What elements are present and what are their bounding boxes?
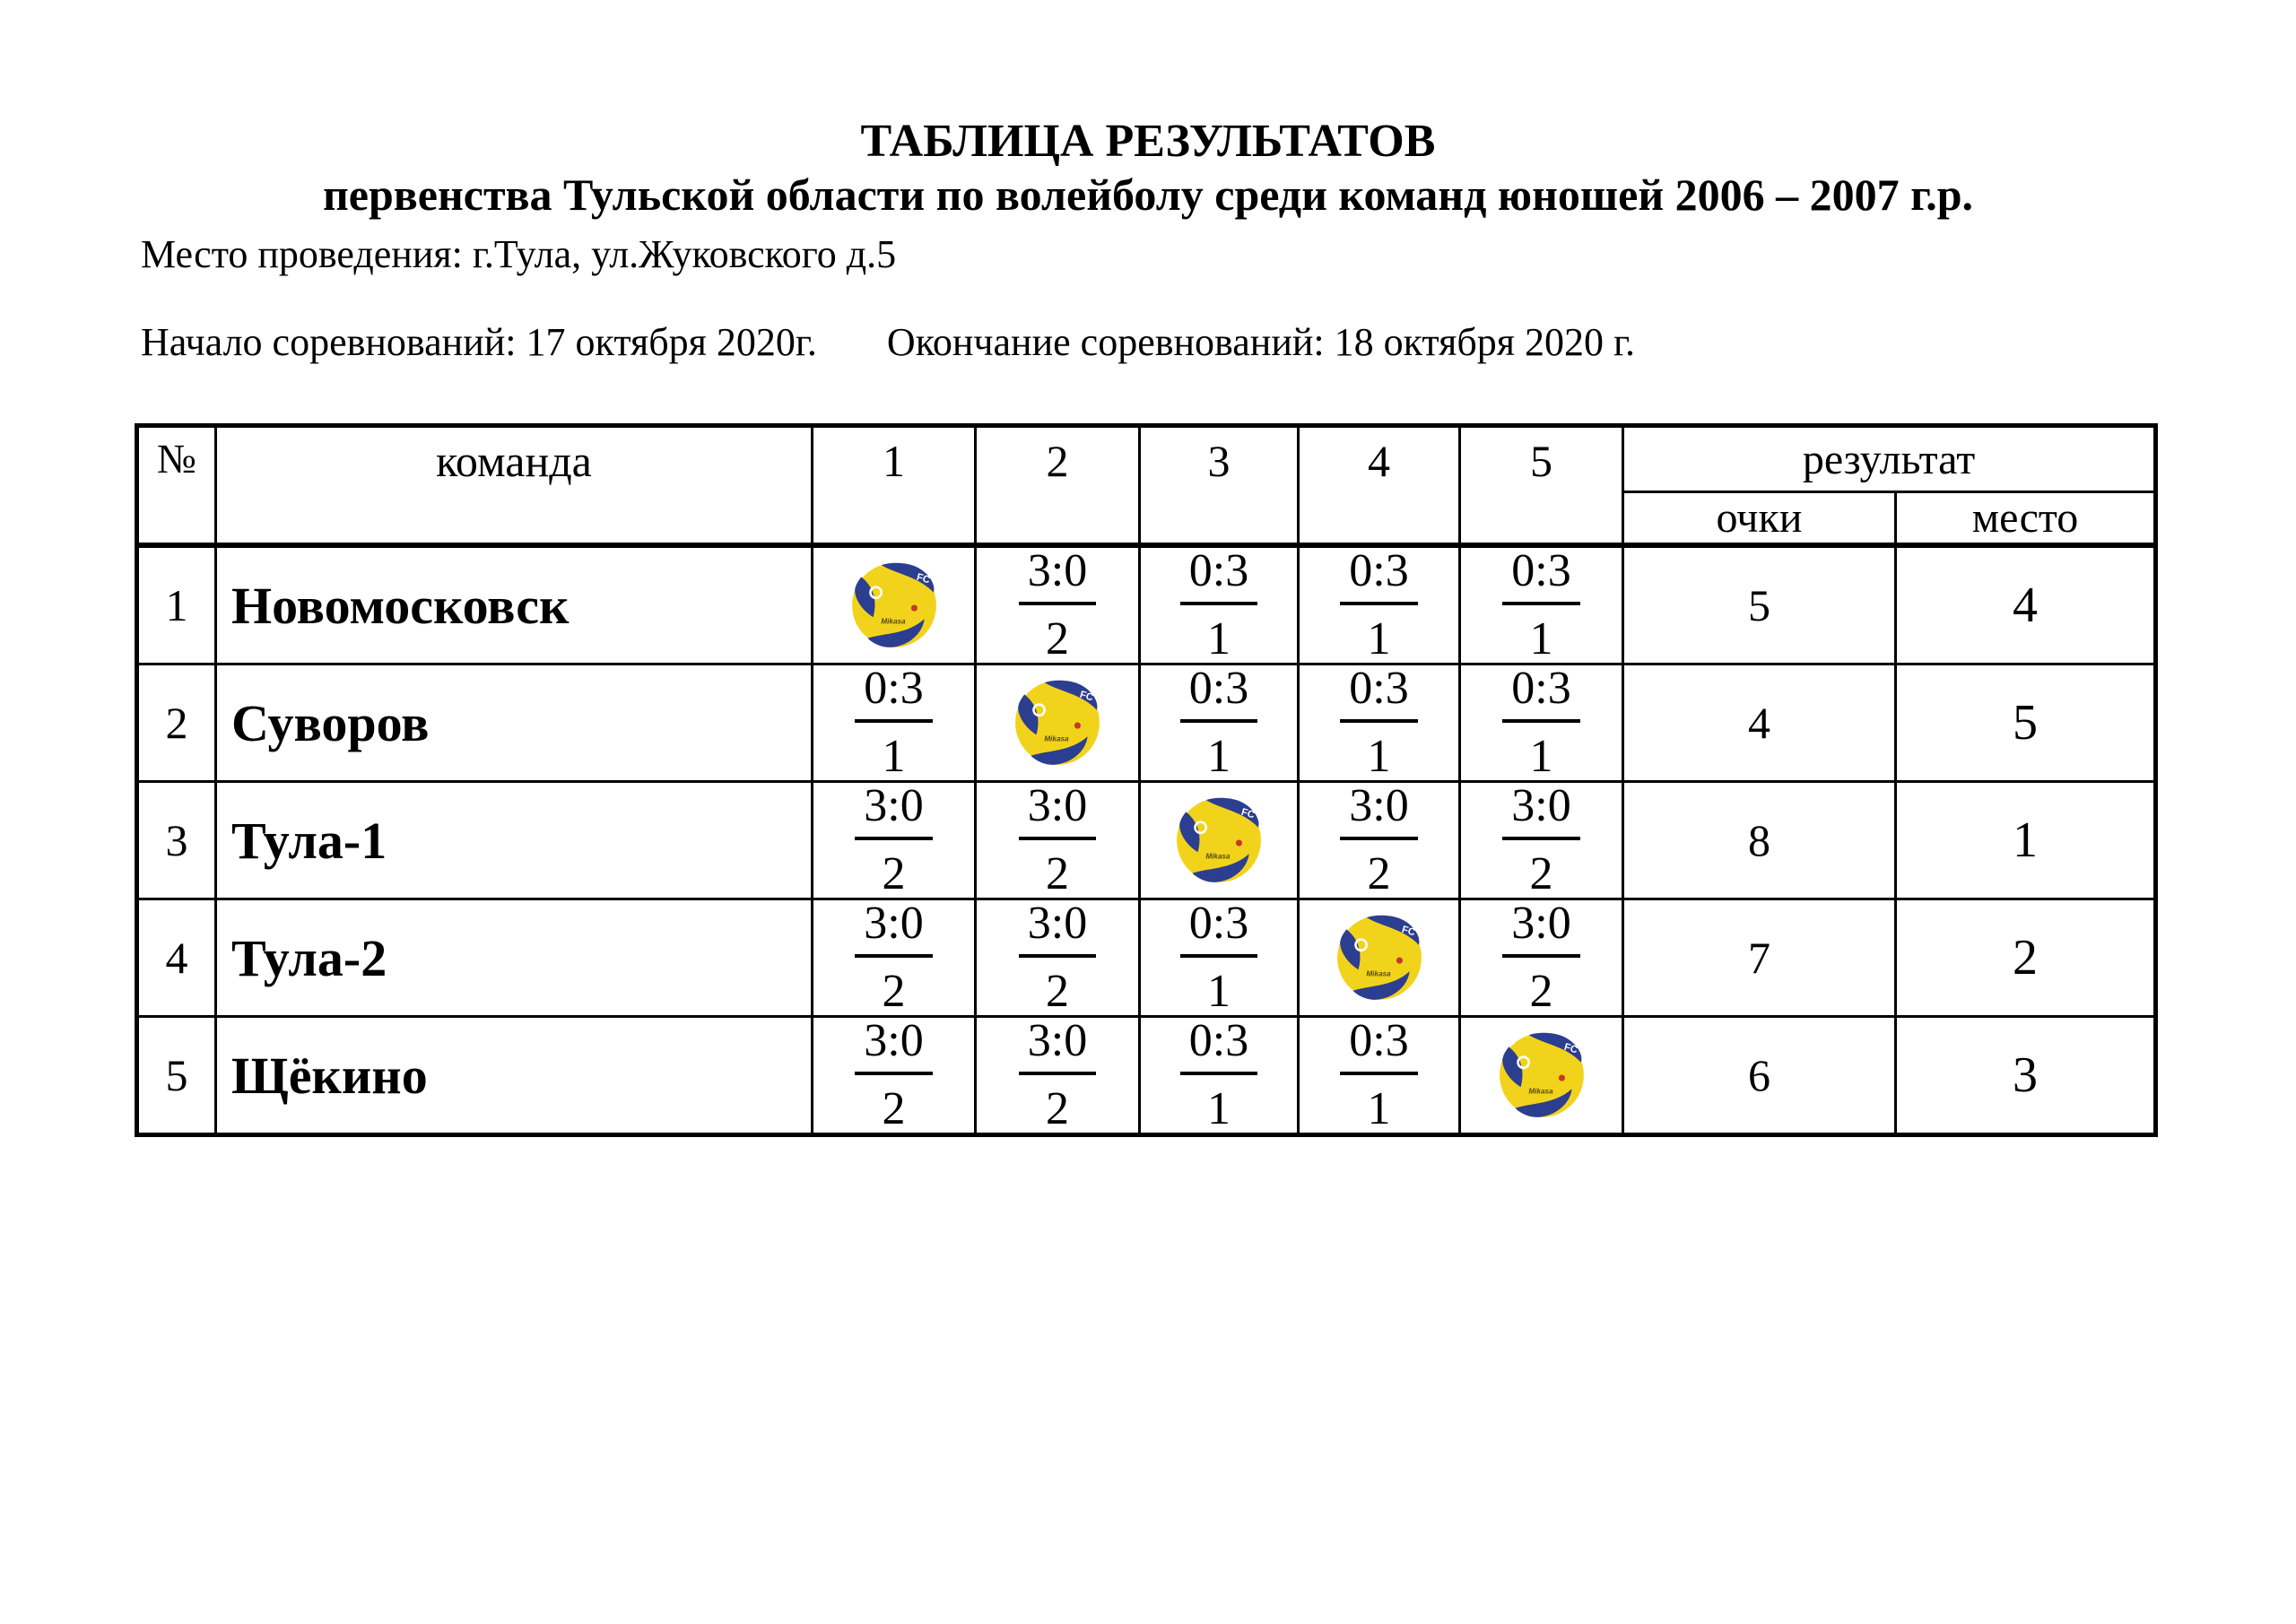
match-score (1141, 1018, 1297, 1133)
header-points: очки (1623, 492, 1896, 546)
start-date-text: Начало соревнований: 17 октября 2020г. (141, 320, 817, 364)
dates-line (141, 319, 1635, 365)
header-number: № (137, 426, 216, 546)
match-score (1141, 900, 1297, 1015)
match-score (1461, 545, 1622, 664)
score-cell (1460, 899, 1623, 1017)
match-score (813, 665, 974, 780)
points-value: 4 (1623, 664, 1896, 782)
match-score (1300, 1018, 1458, 1133)
ball-brand-mark: FC (1078, 689, 1095, 704)
header-result: результат (1623, 426, 2156, 492)
match-points: 1 (1367, 731, 1391, 782)
ball-brand-label: Mikasa (880, 617, 906, 626)
self-match-cell (1299, 899, 1460, 1017)
self-match-cell (976, 664, 1140, 782)
set-score: 0:3 (855, 665, 932, 723)
set-score: 0:3 (1180, 1018, 1257, 1075)
header-round-1: 1 (813, 426, 976, 546)
place-value: 1 (1896, 782, 2156, 899)
set-score: 0:3 (1340, 665, 1417, 723)
set-score: 0:3 (1340, 548, 1417, 605)
ball-brand-mark: FC (1239, 806, 1257, 821)
score-cell (813, 782, 976, 899)
match-points: 2 (1046, 848, 1069, 899)
row-number: 5 (137, 1017, 216, 1135)
volleyball-icon (1496, 1029, 1587, 1121)
set-score: 3:0 (1019, 783, 1096, 840)
self-match-cell (1140, 782, 1299, 899)
header-round-5: 5 (1460, 426, 1623, 546)
score-cell (1299, 782, 1460, 899)
header-round-3: 3 (1140, 426, 1299, 546)
team-name: Тула-1 (216, 782, 813, 899)
match-points: 2 (1046, 1083, 1069, 1134)
set-score: 0:3 (1180, 548, 1257, 605)
points-value: 5 (1623, 545, 1896, 664)
points-value: 6 (1623, 1017, 1896, 1135)
match-points: 1 (1207, 1083, 1231, 1134)
team-name: Щёкино (216, 1017, 813, 1135)
match-score (1141, 545, 1297, 664)
set-score: 3:0 (855, 783, 932, 840)
row-number: 2 (137, 664, 216, 782)
score-cell (976, 545, 1140, 664)
ball-brand-label: Mikasa (1365, 969, 1391, 978)
table-row (137, 545, 2156, 664)
score-cell (976, 782, 1140, 899)
score-cell (1140, 899, 1299, 1017)
score-cell (813, 899, 976, 1017)
place-value: 5 (1896, 664, 2156, 782)
match-score (1461, 665, 1622, 780)
place-value: 2 (1896, 899, 2156, 1017)
match-points: 2 (1367, 848, 1391, 899)
match-points: 2 (882, 848, 906, 899)
score-cell (1299, 664, 1460, 782)
match-points: 1 (1367, 1083, 1391, 1134)
set-score: 3:0 (1019, 1018, 1096, 1075)
volleyball-icon (1012, 677, 1103, 769)
set-score: 3:0 (855, 1018, 932, 1075)
match-score (977, 545, 1138, 664)
match-score (1300, 545, 1458, 664)
table-row (137, 664, 2156, 782)
ball-brand-mark: FC (915, 571, 931, 586)
set-score: 0:3 (1180, 900, 1257, 958)
results-body (137, 545, 2156, 1135)
match-points: 1 (1207, 731, 1231, 782)
volleyball-icon (848, 560, 940, 651)
score-cell (813, 1017, 976, 1135)
match-points: 1 (1529, 731, 1553, 782)
score-cell (813, 664, 976, 782)
ball-brand-mark: FC (1400, 924, 1416, 939)
team-name: Новомосковск (216, 545, 813, 664)
header-round-2: 2 (976, 426, 1140, 546)
score-cell (1299, 545, 1460, 664)
team-name: Тула-2 (216, 899, 813, 1017)
match-points: 1 (882, 731, 906, 782)
match-score (1300, 665, 1458, 780)
match-score (1461, 783, 1622, 898)
ball-brand-label: Mikasa (1205, 852, 1231, 861)
match-points: 2 (882, 966, 906, 1017)
set-score: 0:3 (1340, 1018, 1417, 1075)
row-number: 4 (137, 899, 216, 1017)
points-value: 8 (1623, 782, 1896, 899)
set-score: 3:0 (1502, 783, 1579, 840)
row-number: 1 (137, 545, 216, 664)
set-score: 3:0 (1019, 548, 1096, 605)
self-match-cell (813, 545, 976, 664)
match-score (1141, 665, 1297, 780)
match-points: 2 (882, 1083, 906, 1134)
match-points: 2 (1046, 613, 1069, 664)
match-score (977, 900, 1138, 1015)
row-number: 3 (137, 782, 216, 899)
place-value: 4 (1896, 545, 2156, 664)
venue-line: Место проведения: г.Тула, ул.Жуковского д.5 (141, 232, 897, 276)
score-cell (1460, 782, 1623, 899)
score-cell (1140, 1017, 1299, 1135)
score-cell (1299, 1017, 1460, 1135)
header-place: место (1896, 492, 2156, 546)
results-table (135, 423, 2158, 1137)
match-score (813, 900, 974, 1015)
match-score (813, 1018, 974, 1133)
score-cell (1460, 545, 1623, 664)
score-cell (1140, 664, 1299, 782)
table-row (137, 899, 2156, 1017)
ball-brand-mark: FC (1562, 1041, 1578, 1056)
match-points: 1 (1367, 613, 1391, 664)
score-cell (1460, 664, 1623, 782)
set-score: 3:0 (1340, 783, 1417, 840)
match-score (1300, 783, 1458, 898)
page-subtitle: первенства Тульской области по волейболу среди команд юношей 2006 – 2007 г.р. (322, 169, 1974, 220)
place-value: 3 (1896, 1017, 2156, 1135)
set-score: 3:0 (1019, 900, 1096, 958)
set-score: 3:0 (855, 900, 932, 958)
match-score (813, 783, 974, 898)
volleyball-icon (1173, 795, 1265, 886)
match-points: 2 (1046, 966, 1069, 1017)
set-score: 3:0 (1502, 900, 1579, 958)
ball-brand-label: Mikasa (1044, 734, 1069, 743)
ball-brand-label: Mikasa (1527, 1087, 1553, 1096)
self-match-cell (1460, 1017, 1623, 1135)
set-score: 0:3 (1502, 665, 1579, 723)
table-row (137, 1017, 2156, 1135)
points-value: 7 (1623, 899, 1896, 1017)
set-score: 0:3 (1180, 665, 1257, 723)
table-row (137, 782, 2156, 899)
match-score (977, 1018, 1138, 1133)
volleyball-icon (1334, 912, 1425, 1003)
header-team: команда (216, 426, 813, 546)
header-round-4: 4 (1299, 426, 1460, 546)
match-score (1461, 900, 1622, 1015)
team-name: Суворов (216, 664, 813, 782)
score-cell (1140, 545, 1299, 664)
end-date-text: Окончание соревнований: 18 октября 2020 г. (886, 320, 1636, 364)
match-points: 1 (1529, 613, 1553, 664)
match-points: 2 (1529, 848, 1553, 899)
page-title: ТАБЛИЦА РЕЗУЛЬТАТОВ (860, 116, 1436, 167)
document-heading (0, 115, 2296, 221)
score-cell (976, 1017, 1140, 1135)
match-points: 1 (1207, 966, 1231, 1017)
match-points: 2 (1529, 966, 1553, 1017)
score-cell (976, 899, 1140, 1017)
match-points: 1 (1207, 613, 1231, 664)
set-score: 0:3 (1502, 548, 1579, 605)
match-score (977, 783, 1138, 898)
